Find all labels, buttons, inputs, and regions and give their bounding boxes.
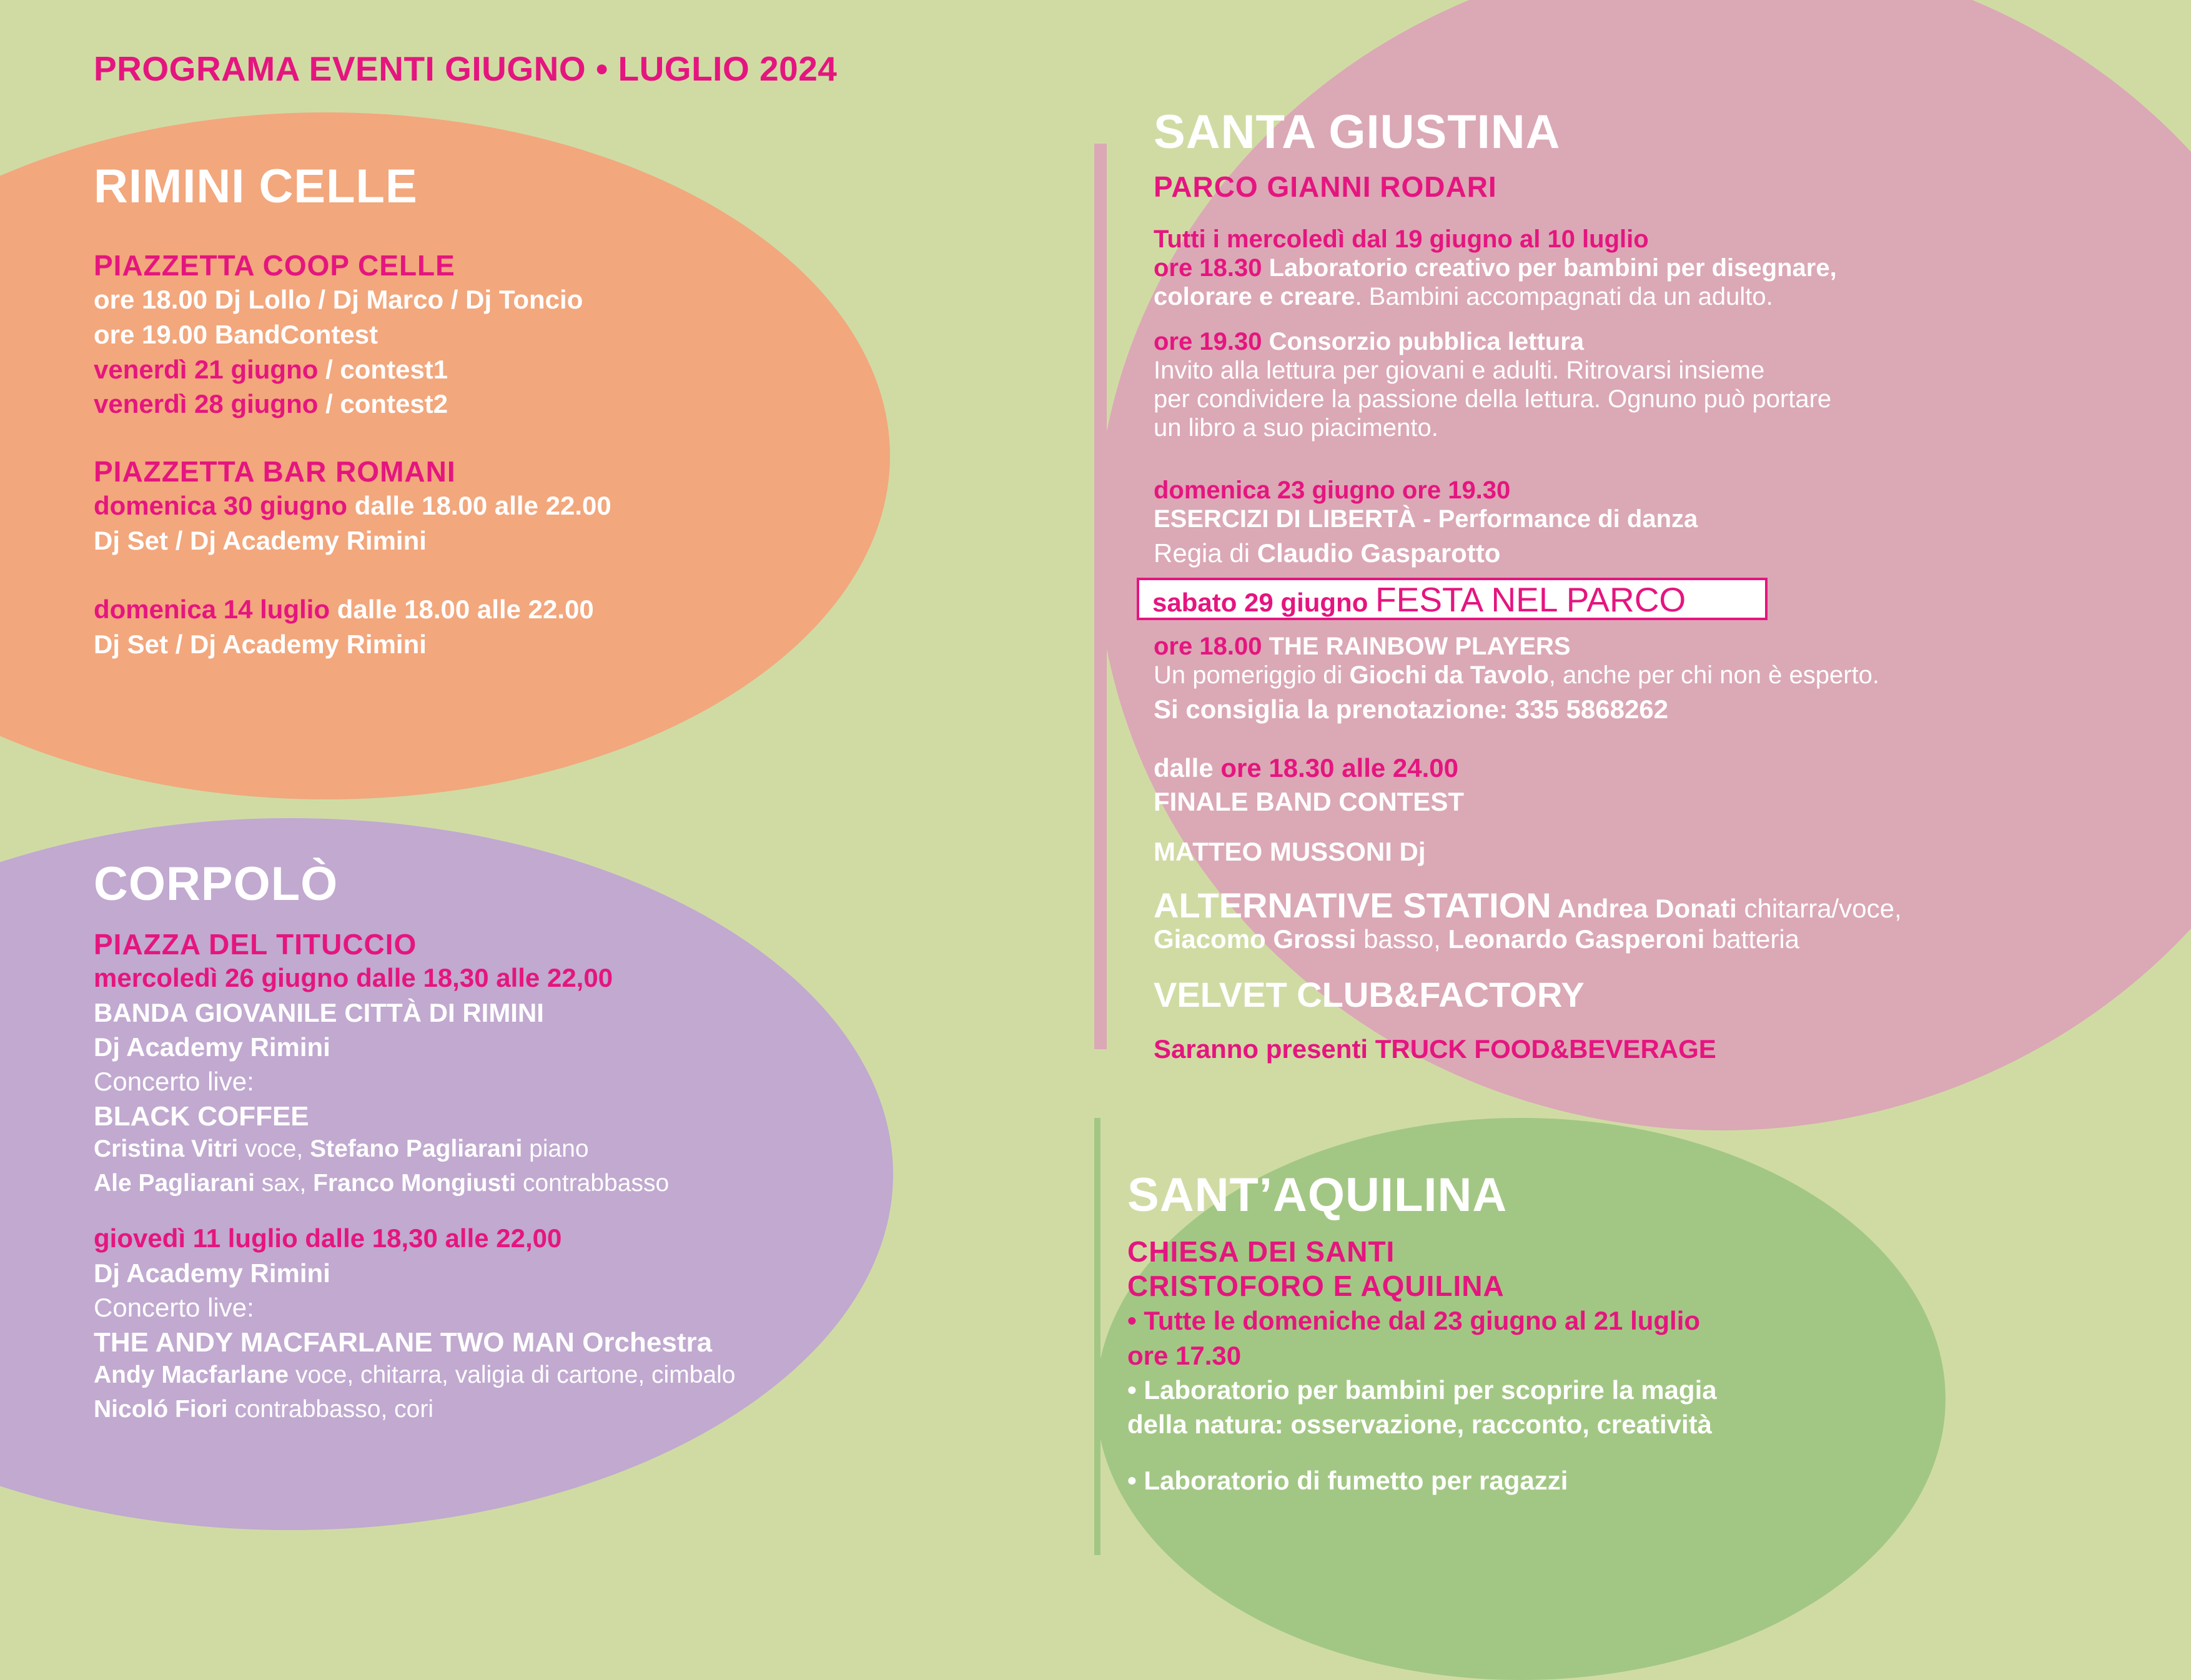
macfarlane-members-2: [94, 1392, 433, 1426]
rainbow-desc: [1154, 661, 1879, 689]
piazza-tituccio-venue: PIAZZA DEL TITUCCIO: [94, 928, 417, 961]
bar-romani-venue: PIAZZETTA BAR ROMANI: [94, 455, 456, 488]
member-role: basso,: [1356, 924, 1448, 954]
rainbow-desc-a: Un pomeriggio di: [1154, 661, 1350, 689]
rimini-celle-title: RIMINI CELLE: [94, 160, 418, 213]
velvet-club: VELVET CLUB&FACTORY: [1154, 975, 1585, 1014]
coop-celle-bandcontest: ore 19.00 BandContest: [94, 320, 378, 349]
rainbow-title: THE RAINBOW PLAYERS: [1262, 633, 1571, 660]
wednesday-lab-note: . Bambini accompagnati da un adulto.: [1355, 283, 1773, 310]
sant-aquilina-blob-edge: [1094, 1118, 1100, 1555]
coop-celle-contest2: [94, 387, 448, 422]
dance-date: domenica 23 giugno ore 19.30: [1154, 477, 1511, 504]
member-name: Stefano Pagliarani: [310, 1135, 523, 1162]
corpolo-event2-concert: Concerto live:: [94, 1293, 254, 1322]
corpolo-title: CORPOLÒ: [94, 857, 339, 911]
black-coffee-members-2: [94, 1166, 669, 1200]
event1-day: domenica: [94, 491, 224, 520]
wednesday-lab-title: Laboratorio creativo per bambini per disegnare,: [1262, 254, 1837, 282]
band-contest-time: [1154, 751, 1458, 786]
coop-celle-contest1: [94, 352, 448, 387]
director-label: Regia di: [1154, 538, 1257, 568]
corpolo-event2-date: giovedì 11 luglio dalle 18,30 alle 22,00: [94, 1223, 562, 1253]
band-contest-hours: ore 18.30 alle 24.00: [1220, 753, 1459, 783]
event2-day: domenica: [94, 595, 224, 624]
event2-time: dalle 18.00 alle 22.00: [330, 595, 594, 624]
black-coffee-members-1: [94, 1132, 589, 1166]
truck-food: [1154, 1032, 1716, 1067]
page-title: PROGRAMA EVENTI GIUGNO • LUGLIO 2024: [94, 49, 838, 88]
aquilina-time: ore 17.30: [1127, 1341, 1242, 1370]
wednesday-lab-title-end: colorare e creare: [1154, 283, 1355, 310]
sant-aquilina-title: SANT’AQUILINA: [1127, 1169, 1508, 1222]
santa-giustina-title: SANTA GIUSTINA: [1154, 106, 1561, 159]
rainbow-time: ore 18.00: [1154, 633, 1262, 660]
member-name: Leonardo Gasperoni: [1448, 924, 1705, 954]
member-role: voce,: [238, 1135, 310, 1162]
aquilina-lab-nature-2: della natura: osservazione, racconto, creatività: [1127, 1410, 1713, 1439]
rainbow-desc-b: Giochi da Tavolo: [1349, 661, 1549, 689]
member-name: Andy Macfarlane: [94, 1361, 289, 1388]
macfarlane-group: [94, 1325, 712, 1360]
truck-food-name: TRUCK FOOD&BEVERAGE: [1375, 1034, 1716, 1064]
event1-date: 30 giugno: [223, 491, 348, 520]
dance-title: [1154, 505, 1698, 533]
rainbow-booking: Si consiglia la prenotazione: 335 5868262: [1154, 694, 1669, 724]
macfarlane-members-1: [94, 1358, 735, 1392]
bar-romani-event1-desc: Dj Set / Dj Academy Rimini: [94, 526, 427, 555]
aquilina-schedule: • Tutte le domeniche dal 23 giugno al 21 luglio: [1127, 1306, 1701, 1335]
member-name: Cristina Vitri: [94, 1135, 239, 1162]
wednesday-schedule: Tutti i mercoledì dal 19 giugno al 10 luglio: [1154, 225, 1649, 253]
corpolo-event1-date: mercoledì 26 giugno dalle 18,30 alle 22,00: [94, 963, 613, 992]
member-role: voce, chitarra, valigia di cartone, cimbalo: [289, 1361, 736, 1388]
reading-time: ore 19.30: [1154, 328, 1262, 355]
dance-director: [1154, 536, 1500, 571]
member-role: sax,: [254, 1170, 314, 1197]
group-name: THE ANDY MACFARLANE TWO MAN: [94, 1327, 575, 1358]
chiesa-venue-2: CRISTOFORO E AQUILINA: [1127, 1270, 1505, 1302]
alternative-station-name: ALTERNATIVE STATION: [1154, 886, 1551, 925]
band-contest-title: FINALE BAND CONTEST: [1154, 787, 1464, 816]
member-name: Giacomo Grossi: [1154, 924, 1357, 954]
contest1-date: venerdì 21 giugno: [94, 355, 319, 384]
member-role: chitarra/voce,: [1736, 894, 1902, 923]
member-name: Nicoló Fiori: [94, 1396, 228, 1423]
wednesday-time: ore 18.30: [1154, 254, 1262, 282]
wednesday-lab-line1: [1154, 254, 1837, 282]
corpolo-event1-dj: Dj Academy Rimini: [94, 1032, 330, 1062]
member-role: contrabbasso: [516, 1170, 670, 1197]
contest2-label: / contest2: [318, 389, 448, 418]
rainbow-desc-c: , anche per chi non è esperto.: [1548, 661, 1880, 689]
truck-food-intro: Saranno presenti: [1154, 1034, 1375, 1064]
festa-title: FESTA NEL PARCO: [1375, 580, 1686, 619]
chiesa-venue-1: CHIESA DEI SANTI: [1127, 1235, 1395, 1268]
bar-romani-event2-date: [94, 592, 594, 627]
event2-date: 14 luglio: [223, 595, 330, 624]
reading-desc-1: Invito alla lettura per giovani e adulti. Ritrovarsi insieme: [1154, 357, 1765, 384]
santa-giustina-blob-edge: [1094, 144, 1107, 1049]
director-name: Claudio Gasparotto: [1257, 538, 1501, 568]
member-role: contrabbasso, cori: [227, 1396, 434, 1423]
aquilina-lab-nature-1: • Laboratorio per bambini per scoprire la magia: [1127, 1375, 1717, 1405]
reading-desc-3: un libro a suo piacimento.: [1154, 414, 1438, 442]
contest1-label: / contest1: [318, 355, 448, 384]
wednesday-lab-line2: [1154, 282, 1773, 311]
event1-time: dalle 18.00 alle 22.00: [347, 491, 611, 520]
rainbow-title-line: [1154, 632, 1571, 661]
parco-rodari-venue: PARCO GIANNI RODARI: [1154, 170, 1497, 203]
coop-celle-venue: PIAZZETTA COOP CELLE: [94, 249, 455, 282]
dance-title-main: ESERCIZI DI LIBERTÀ: [1154, 505, 1417, 533]
festa-nel-parco-label: [1152, 580, 1686, 620]
black-coffee-group: BLACK COFFEE: [94, 1101, 309, 1132]
festa-date: sabato 29 giugno: [1152, 588, 1376, 617]
contest2-date: venerdì 28 giugno: [94, 389, 319, 418]
bar-romani-event1-date: [94, 488, 611, 523]
bar-romani-event2-desc: Dj Set / Dj Academy Rimini: [94, 630, 427, 659]
member-name: Ale Pagliarani: [94, 1170, 255, 1197]
alternative-station-line2: [1154, 922, 1799, 957]
reading-title-line: [1154, 327, 1584, 356]
coop-celle-djs: ore 18.00 Dj Lollo / Dj Marco / Dj Toncio: [94, 285, 583, 314]
band-contest-dalle: dalle: [1154, 753, 1221, 783]
dance-title-sub: - Performance di danza: [1416, 505, 1698, 533]
aquilina-lab-comics: • Laboratorio di fumetto per ragazzi: [1127, 1466, 1568, 1495]
corpolo-event2-dj: Dj Academy Rimini: [94, 1258, 330, 1288]
member-role: batteria: [1704, 924, 1800, 954]
corpolo-event1-concert: Concerto live:: [94, 1067, 254, 1096]
member-name: Andrea Donati: [1551, 894, 1737, 923]
reading-desc-2: per condividere la passione della lettura. Ognuno può portare: [1154, 385, 1832, 413]
reading-title: Consorzio pubblica lettura: [1262, 328, 1585, 355]
group-suffix: Orchestra: [574, 1327, 713, 1358]
banda-giovanile: BANDA GIOVANILE CITTÀ DI RIMINI: [94, 998, 544, 1027]
member-role: piano: [522, 1135, 589, 1162]
member-name: Franco Mongiusti: [313, 1170, 517, 1197]
matteo-mussoni: MATTEO MUSSONI Dj: [1154, 837, 1426, 866]
